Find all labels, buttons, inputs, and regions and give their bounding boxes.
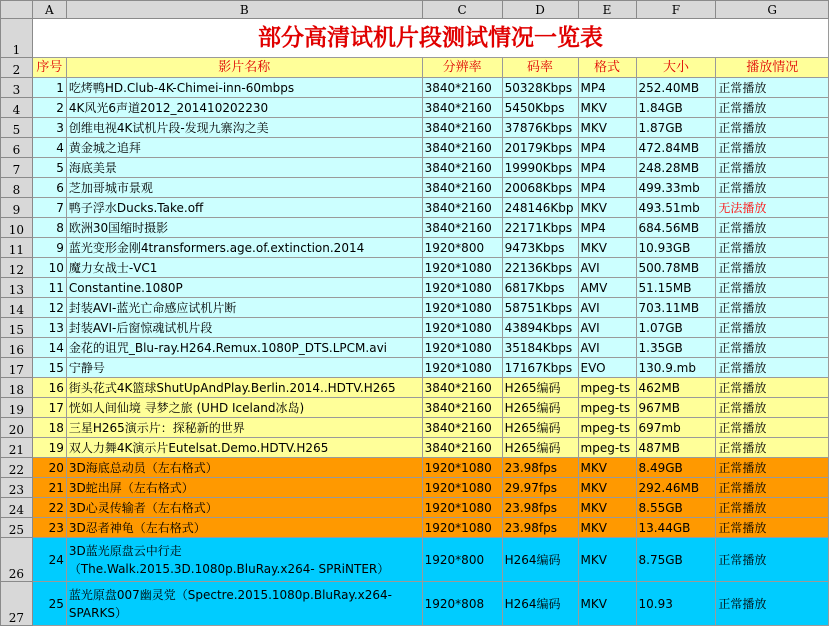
cell-name[interactable]: 欧洲30国缩时摄影 bbox=[66, 218, 422, 238]
cell-name[interactable]: 鸭子浮水Ducks.Take.off bbox=[66, 198, 422, 218]
cell-bitrate[interactable]: H265编码 bbox=[502, 418, 578, 438]
cell-status[interactable]: 正常播放 bbox=[716, 582, 829, 626]
cell-size[interactable]: 703.11MB bbox=[636, 298, 716, 318]
cell-status[interactable]: 正常播放 bbox=[716, 278, 829, 298]
cell-no[interactable]: 15 bbox=[32, 358, 66, 378]
cell-format[interactable]: MP4 bbox=[578, 218, 636, 238]
cell-format[interactable]: MKV bbox=[578, 538, 636, 582]
header-resolution[interactable]: 分辨率 bbox=[422, 58, 502, 78]
cell-resolution[interactable]: 3840*2160 bbox=[422, 78, 502, 98]
cell-name[interactable]: Constantine.1080P bbox=[66, 278, 422, 298]
cell-status[interactable]: 正常播放 bbox=[716, 118, 829, 138]
cell-resolution[interactable]: 1920*808 bbox=[422, 582, 502, 626]
table-row bbox=[1, 518, 829, 538]
cell-format[interactable]: MP4 bbox=[578, 78, 636, 98]
cell-no[interactable]: 8 bbox=[32, 218, 66, 238]
cell-format[interactable]: MKV bbox=[578, 498, 636, 518]
table-row bbox=[1, 298, 829, 318]
cell-status[interactable]: 正常播放 bbox=[716, 178, 829, 198]
cell-resolution[interactable]: 1920*1080 bbox=[422, 318, 502, 338]
cell-name[interactable]: 魔力女战士-VC1 bbox=[66, 258, 422, 278]
cell-no[interactable]: 3 bbox=[32, 118, 66, 138]
cell-format[interactable]: MKV bbox=[578, 478, 636, 498]
cell-name[interactable]: 蓝光原盘007幽灵党（Spectre.2015.1080p.BluRay.x264-SPARKS） bbox=[66, 582, 422, 626]
cell-size[interactable]: 487MB bbox=[636, 438, 716, 458]
cell-format[interactable]: MKV bbox=[578, 198, 636, 218]
cell-no[interactable]: 24 bbox=[32, 538, 66, 582]
cell-size[interactable]: 13.44GB bbox=[636, 518, 716, 538]
cell-format[interactable]: MP4 bbox=[578, 158, 636, 178]
cell-status[interactable]: 正常播放 bbox=[716, 78, 829, 98]
cell-bitrate[interactable]: 23.98fps bbox=[502, 498, 578, 518]
cell-name[interactable]: 3D海底总动员（左右格式） bbox=[66, 458, 422, 478]
table-row bbox=[1, 538, 829, 582]
cell-name[interactable]: 芝加哥城市景观 bbox=[66, 178, 422, 198]
cell-no[interactable]: 4 bbox=[32, 138, 66, 158]
cell-no[interactable]: 21 bbox=[32, 478, 66, 498]
cell-bitrate[interactable]: 6817Kbps bbox=[502, 278, 578, 298]
row-header[interactable]: 21 bbox=[1, 438, 33, 458]
cell-format[interactable]: mpeg-ts bbox=[578, 378, 636, 398]
cell-no[interactable]: 1 bbox=[32, 78, 66, 98]
cell-resolution[interactable]: 1920*1080 bbox=[422, 338, 502, 358]
cell-name[interactable]: 3D蓝光原盘云中行走（The.Walk.2015.3D.1080p.BluRay.x264- SPRiNTER） bbox=[66, 538, 422, 582]
cell-no[interactable]: 12 bbox=[32, 298, 66, 318]
cell-resolution[interactable]: 1920*1080 bbox=[422, 498, 502, 518]
header-name[interactable]: 影片名称 bbox=[66, 58, 422, 78]
cell-size[interactable]: 51.15MB bbox=[636, 278, 716, 298]
cell-format[interactable]: MKV bbox=[578, 582, 636, 626]
cell-bitrate[interactable]: 20179Kbps bbox=[502, 138, 578, 158]
column-header-f[interactable]: F bbox=[636, 1, 716, 19]
row-header[interactable]: 14 bbox=[1, 298, 33, 318]
cell-resolution[interactable]: 1920*1080 bbox=[422, 358, 502, 378]
header-status[interactable]: 播放情况 bbox=[716, 58, 829, 78]
cell-format[interactable]: mpeg-ts bbox=[578, 398, 636, 418]
row-header[interactable]: 17 bbox=[1, 358, 33, 378]
cell-bitrate[interactable]: 22171Kbps bbox=[502, 218, 578, 238]
cell-name[interactable]: 街头花式4K篮球ShutUpAndPlay.Berlin.2014..HDTV.H265 bbox=[66, 378, 422, 398]
cell-format[interactable]: MKV bbox=[578, 518, 636, 538]
cell-bitrate[interactable]: 29.97fps bbox=[502, 478, 578, 498]
row-header[interactable]: 22 bbox=[1, 458, 33, 478]
cell-bitrate[interactable]: 20068Kbps bbox=[502, 178, 578, 198]
cell-resolution[interactable]: 1920*1080 bbox=[422, 258, 502, 278]
cell-bitrate[interactable]: 17167Kbps bbox=[502, 358, 578, 378]
table-row bbox=[1, 138, 829, 158]
row-header[interactable]: 26 bbox=[1, 538, 33, 582]
table-row bbox=[1, 178, 829, 198]
cell-bitrate[interactable]: 35184Kbps bbox=[502, 338, 578, 358]
cell-size[interactable]: 248.28MB bbox=[636, 158, 716, 178]
row-header[interactable]: 4 bbox=[1, 98, 33, 118]
cell-bitrate[interactable]: 43894Kbps bbox=[502, 318, 578, 338]
cell-no[interactable]: 23 bbox=[32, 518, 66, 538]
row-header[interactable]: 20 bbox=[1, 418, 33, 438]
row-header[interactable]: 27 bbox=[1, 582, 33, 626]
cell-no[interactable]: 14 bbox=[32, 338, 66, 358]
cell-resolution[interactable]: 3840*2160 bbox=[422, 398, 502, 418]
cell-bitrate[interactable]: 23.98fps bbox=[502, 458, 578, 478]
cell-name[interactable]: 宁静号 bbox=[66, 358, 422, 378]
cell-no[interactable]: 7 bbox=[32, 198, 66, 218]
cell-no[interactable]: 13 bbox=[32, 318, 66, 338]
cell-format[interactable]: AVI bbox=[578, 298, 636, 318]
table-row bbox=[1, 198, 829, 218]
title-row bbox=[1, 19, 829, 58]
cell-resolution[interactable]: 3840*2160 bbox=[422, 418, 502, 438]
cell-status[interactable]: 正常播放 bbox=[716, 138, 829, 158]
cell-name[interactable]: 蓝光变形金刚4transformers.age.of.extinction.2014 bbox=[66, 238, 422, 258]
cell-resolution[interactable]: 1920*1080 bbox=[422, 278, 502, 298]
row-header[interactable]: 15 bbox=[1, 318, 33, 338]
table-row bbox=[1, 218, 829, 238]
cell-name[interactable]: 恍如人间仙境 寻梦之旅 (UHD Iceland冰岛) bbox=[66, 398, 422, 418]
cell-no[interactable]: 6 bbox=[32, 178, 66, 198]
cell-status[interactable]: 正常播放 bbox=[716, 158, 829, 178]
cell-size[interactable]: 697mb bbox=[636, 418, 716, 438]
cell-no[interactable]: 18 bbox=[32, 418, 66, 438]
cell-bitrate[interactable]: H265编码 bbox=[502, 438, 578, 458]
cell-status[interactable]: 正常播放 bbox=[716, 218, 829, 238]
cell-resolution[interactable]: 3840*2160 bbox=[422, 138, 502, 158]
table-row bbox=[1, 418, 829, 438]
cell-name[interactable]: 封装AVI-后窗惊魂试机片段 bbox=[66, 318, 422, 338]
cell-format[interactable]: AMV bbox=[578, 278, 636, 298]
cell-status[interactable]: 正常播放 bbox=[716, 418, 829, 438]
column-header-c[interactable]: C bbox=[422, 1, 502, 19]
cell-size[interactable]: 472.84MB bbox=[636, 138, 716, 158]
row-header[interactable]: 8 bbox=[1, 178, 33, 198]
cell-status[interactable]: 正常播放 bbox=[716, 478, 829, 498]
row-header[interactable]: 6 bbox=[1, 138, 33, 158]
cell-format[interactable]: MP4 bbox=[578, 138, 636, 158]
table-row bbox=[1, 258, 829, 278]
cell-bitrate[interactable]: H264编码 bbox=[502, 582, 578, 626]
cell-size[interactable]: 8.55GB bbox=[636, 498, 716, 518]
cell-format[interactable]: MKV bbox=[578, 98, 636, 118]
cell-size[interactable]: 1.07GB bbox=[636, 318, 716, 338]
row-header[interactable]: 19 bbox=[1, 398, 33, 418]
row-header[interactable]: 11 bbox=[1, 238, 33, 258]
cell-format[interactable]: AVI bbox=[578, 338, 636, 358]
cell-bitrate[interactable]: H265编码 bbox=[502, 398, 578, 418]
cell-size[interactable]: 1.87GB bbox=[636, 118, 716, 138]
cell-size[interactable]: 10.93GB bbox=[636, 238, 716, 258]
cell-name[interactable]: 封装AVI-蓝光亡命感应试机片断 bbox=[66, 298, 422, 318]
cell-format[interactable]: mpeg-ts bbox=[578, 438, 636, 458]
row-header[interactable]: 5 bbox=[1, 118, 33, 138]
cell-no[interactable]: 10 bbox=[32, 258, 66, 278]
cell-size[interactable]: 462MB bbox=[636, 378, 716, 398]
cell-status[interactable]: 正常播放 bbox=[716, 318, 829, 338]
row-header[interactable]: 12 bbox=[1, 258, 33, 278]
cell-no[interactable]: 16 bbox=[32, 378, 66, 398]
cell-resolution[interactable]: 1920*1080 bbox=[422, 478, 502, 498]
row-header[interactable]: 13 bbox=[1, 278, 33, 298]
cell-no[interactable]: 11 bbox=[32, 278, 66, 298]
cell-name[interactable]: 3D忍者神龟（左右格式） bbox=[66, 518, 422, 538]
cell-no[interactable]: 2 bbox=[32, 98, 66, 118]
cell-size[interactable]: 500.78MB bbox=[636, 258, 716, 278]
cell-no[interactable]: 17 bbox=[32, 398, 66, 418]
cell-name[interactable]: 3D心灵传输者（左右格式） bbox=[66, 498, 422, 518]
cell-no[interactable]: 22 bbox=[32, 498, 66, 518]
cell-bitrate[interactable]: 37876Kbps bbox=[502, 118, 578, 138]
header-format[interactable]: 格式 bbox=[578, 58, 636, 78]
cell-name[interactable]: 金花的诅咒_Blu-ray.H264.Remux.1080P_DTS.LPCM.avi bbox=[66, 338, 422, 358]
cell-no[interactable]: 9 bbox=[32, 238, 66, 258]
cell-format[interactable]: AVI bbox=[578, 258, 636, 278]
table-row bbox=[1, 278, 829, 298]
cell-size[interactable]: 8.49GB bbox=[636, 458, 716, 478]
table-row bbox=[1, 358, 829, 378]
cell-resolution[interactable]: 3840*2160 bbox=[422, 158, 502, 178]
cell-size[interactable]: 493.51mb bbox=[636, 198, 716, 218]
row-header[interactable]: 7 bbox=[1, 158, 33, 178]
table-row bbox=[1, 98, 829, 118]
cell-status[interactable]: 正常播放 bbox=[716, 378, 829, 398]
cell-resolution[interactable]: 3840*2160 bbox=[422, 198, 502, 218]
cell-resolution[interactable]: 3840*2160 bbox=[422, 178, 502, 198]
row-header[interactable]: 24 bbox=[1, 498, 33, 518]
table-row bbox=[1, 338, 829, 358]
row-header[interactable]: 23 bbox=[1, 478, 33, 498]
header-bitrate[interactable]: 码率 bbox=[502, 58, 578, 78]
row-header[interactable]: 2 bbox=[1, 58, 33, 78]
row-header[interactable]: 18 bbox=[1, 378, 33, 398]
cell-status[interactable]: 正常播放 bbox=[716, 438, 829, 458]
cell-bitrate[interactable]: 50328Kbps bbox=[502, 78, 578, 98]
table-row bbox=[1, 478, 829, 498]
cell-bitrate[interactable]: 58751Kbps bbox=[502, 298, 578, 318]
cell-status[interactable]: 正常播放 bbox=[716, 258, 829, 278]
row-header[interactable]: 3 bbox=[1, 78, 33, 98]
column-header-e[interactable]: E bbox=[578, 1, 636, 19]
table-row bbox=[1, 498, 829, 518]
table-row bbox=[1, 118, 829, 138]
cell-resolution[interactable]: 3840*2160 bbox=[422, 98, 502, 118]
table-row bbox=[1, 78, 829, 98]
cell-name[interactable]: 三星H265演示片：探秘新的世界 bbox=[66, 418, 422, 438]
table-row bbox=[1, 398, 829, 418]
cell-status[interactable]: 正常播放 bbox=[716, 398, 829, 418]
cell-name[interactable]: 创维电视4K试机片段-发现九寨沟之美 bbox=[66, 118, 422, 138]
cell-size[interactable]: 684.56MB bbox=[636, 218, 716, 238]
cell-format[interactable]: MKV bbox=[578, 458, 636, 478]
cell-size[interactable]: 10.93 bbox=[636, 582, 716, 626]
cell-resolution[interactable]: 1920*800 bbox=[422, 538, 502, 582]
cell-size[interactable]: 8.75GB bbox=[636, 538, 716, 582]
row-header[interactable]: 9 bbox=[1, 198, 33, 218]
cell-bitrate[interactable]: 23.98fps bbox=[502, 518, 578, 538]
cell-resolution[interactable]: 1920*1080 bbox=[422, 298, 502, 318]
cell-format[interactable]: EVO bbox=[578, 358, 636, 378]
table-row bbox=[1, 438, 829, 458]
cell-size[interactable]: 499.33mb bbox=[636, 178, 716, 198]
cell-format[interactable]: MKV bbox=[578, 238, 636, 258]
header-no[interactable]: 序号 bbox=[32, 58, 66, 78]
table-row bbox=[1, 318, 829, 338]
cell-name[interactable]: 4K风光6声道2012_201410202230 bbox=[66, 98, 422, 118]
cell-name[interactable]: 双人力舞4K演示片Eutelsat.Demo.HDTV.H265 bbox=[66, 438, 422, 458]
cell-status[interactable]: 正常播放 bbox=[716, 498, 829, 518]
cell-no[interactable]: 5 bbox=[32, 158, 66, 178]
table-row bbox=[1, 378, 829, 398]
table-row bbox=[1, 458, 829, 478]
row-header[interactable]: 16 bbox=[1, 338, 33, 358]
cell-size[interactable]: 1.35GB bbox=[636, 338, 716, 358]
cell-name[interactable]: 海底美景 bbox=[66, 158, 422, 178]
cell-bitrate[interactable]: 5450Kbps bbox=[502, 98, 578, 118]
column-header-b[interactable]: B bbox=[66, 1, 422, 19]
cell-status[interactable]: 无法播放 bbox=[716, 198, 829, 218]
cell-format[interactable]: MKV bbox=[578, 118, 636, 138]
cell-bitrate[interactable]: 248146Kbp bbox=[502, 198, 578, 218]
cell-no[interactable]: 19 bbox=[32, 438, 66, 458]
cell-size[interactable]: 967MB bbox=[636, 398, 716, 418]
cell-name[interactable]: 3D蛇出屏（左右格式） bbox=[66, 478, 422, 498]
cell-no[interactable]: 20 bbox=[32, 458, 66, 478]
header-size[interactable]: 大小 bbox=[636, 58, 716, 78]
cell-status[interactable]: 正常播放 bbox=[716, 358, 829, 378]
row-header[interactable]: 1 bbox=[1, 19, 33, 58]
column-header-a[interactable]: A bbox=[32, 1, 66, 19]
row-header[interactable]: 25 bbox=[1, 518, 33, 538]
cell-no[interactable]: 25 bbox=[32, 582, 66, 626]
header-row bbox=[1, 58, 829, 78]
cell-resolution[interactable]: 1920*1080 bbox=[422, 518, 502, 538]
column-header-d[interactable]: D bbox=[502, 1, 578, 19]
cell-resolution[interactable]: 3840*2160 bbox=[422, 118, 502, 138]
cell-status[interactable]: 正常播放 bbox=[716, 98, 829, 118]
cell-resolution[interactable]: 3840*2160 bbox=[422, 218, 502, 238]
cell-format[interactable]: MP4 bbox=[578, 178, 636, 198]
cell-size[interactable]: 130.9.mb bbox=[636, 358, 716, 378]
cell-bitrate[interactable]: 19990Kbps bbox=[502, 158, 578, 178]
cell-format[interactable]: AVI bbox=[578, 318, 636, 338]
column-header-row bbox=[1, 1, 829, 19]
cell-resolution[interactable]: 1920*1080 bbox=[422, 458, 502, 478]
cell-resolution[interactable]: 3840*2160 bbox=[422, 438, 502, 458]
cell-resolution[interactable]: 3840*2160 bbox=[422, 378, 502, 398]
cell-status[interactable]: 正常播放 bbox=[716, 458, 829, 478]
row-header[interactable]: 10 bbox=[1, 218, 33, 238]
cell-bitrate[interactable]: 9473Kbps bbox=[502, 238, 578, 258]
cell-status[interactable]: 正常播放 bbox=[716, 338, 829, 358]
sheet-title[interactable]: 部分高清试机片段测试情况一览表 bbox=[32, 19, 828, 58]
select-all-corner[interactable] bbox=[1, 1, 33, 19]
cell-status[interactable]: 正常播放 bbox=[716, 538, 829, 582]
cell-name[interactable]: 黄金城之追拜 bbox=[66, 138, 422, 158]
cell-status[interactable]: 正常播放 bbox=[716, 518, 829, 538]
cell-size[interactable]: 1.84GB bbox=[636, 98, 716, 118]
cell-name[interactable]: 吃烤鸭HD.Club-4K-Chimei-inn-60mbps bbox=[66, 78, 422, 98]
column-header-g[interactable]: G bbox=[716, 1, 829, 19]
cell-size[interactable]: 252.40MB bbox=[636, 78, 716, 98]
cell-status[interactable]: 正常播放 bbox=[716, 298, 829, 318]
cell-bitrate[interactable]: 22136Kbps bbox=[502, 258, 578, 278]
table-row bbox=[1, 582, 829, 626]
cell-resolution[interactable]: 1920*800 bbox=[422, 238, 502, 258]
table-row bbox=[1, 238, 829, 258]
cell-status[interactable]: 正常播放 bbox=[716, 238, 829, 258]
cell-bitrate[interactable]: H265编码 bbox=[502, 378, 578, 398]
table-row bbox=[1, 158, 829, 178]
cell-bitrate[interactable]: H264编码 bbox=[502, 538, 578, 582]
cell-size[interactable]: 292.46MB bbox=[636, 478, 716, 498]
cell-format[interactable]: mpeg-ts bbox=[578, 418, 636, 438]
